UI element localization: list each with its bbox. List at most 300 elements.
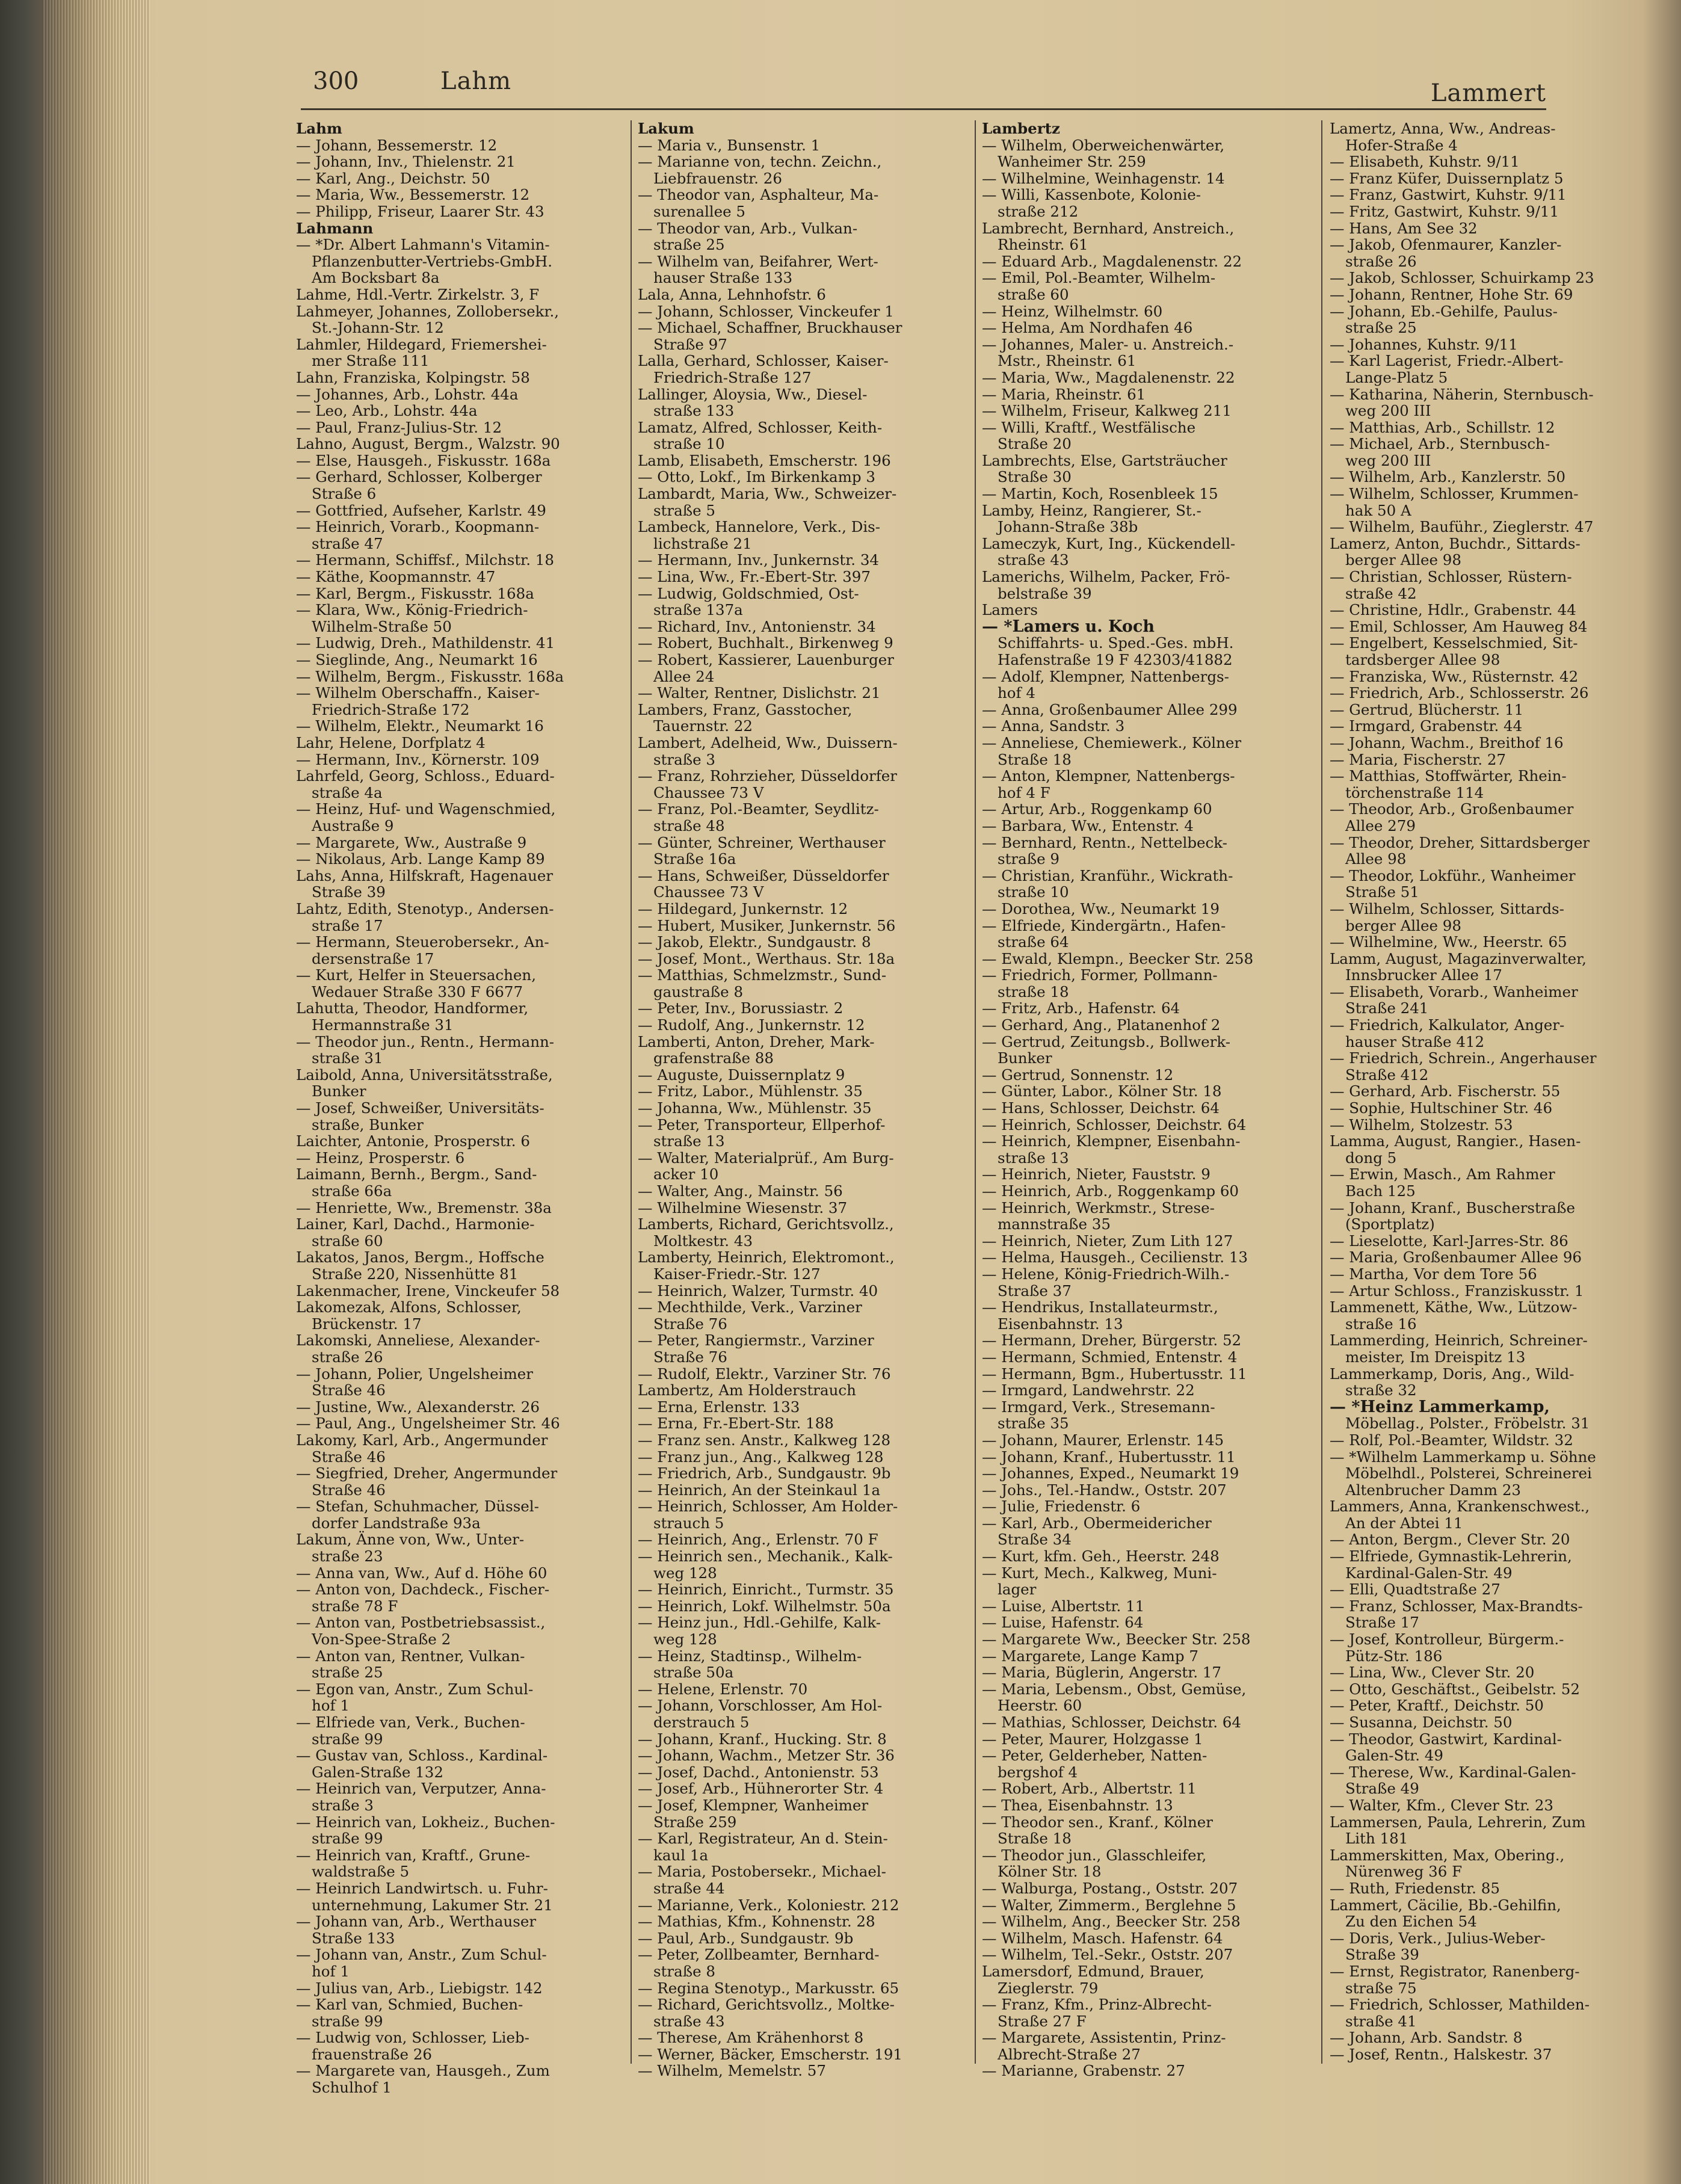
directory-entry: — Ruth, Friedenstr. 85 xyxy=(1330,1879,1500,1897)
directory-entry: — Anton, Bergm., Clever Str. 20 xyxy=(1330,1531,1570,1549)
directory-entry: (Sportplatz) xyxy=(1345,1215,1435,1233)
directory-entry: — Franz Küfer, Duissernplatz 5 xyxy=(1330,169,1564,187)
directory-entry: straße 64 xyxy=(998,933,1069,951)
directory-entry: — Johann, Maurer, Erlenstr. 145 xyxy=(982,1431,1224,1449)
directory-entry: Wanheimer Str. 259 xyxy=(998,153,1146,171)
directory-entry: — Maria, Fischerstr. 27 xyxy=(1330,750,1507,768)
directory-entry: — Walter, Rentner, Dislichstr. 21 xyxy=(638,684,881,702)
directory-entry: — Martin, Koch, Rosenbleek 15 xyxy=(982,485,1218,503)
directory-entry: Laibold, Anna, Universitätsstraße, xyxy=(296,1066,553,1084)
directory-entry: — Franz, Kfm., Prinz-Albrecht- xyxy=(982,1996,1212,2014)
directory-entry: — Johann, Wachm., Breithof 16 xyxy=(1330,733,1564,751)
directory-entry: straße 25 xyxy=(653,236,725,254)
directory-entry: — Gertrud, Sonnenstr. 12 xyxy=(982,1066,1174,1084)
directory-entry: straße 78 F xyxy=(312,1597,398,1615)
directory-entry: Straße 17 xyxy=(1345,1614,1419,1632)
directory-entry: — Barbara, Ww., Entenstr. 4 xyxy=(982,816,1194,834)
directory-entry: gaustraße 8 xyxy=(653,982,744,1001)
directory-entry: Straße 39 xyxy=(1345,1946,1419,1964)
directory-entry: — Christian, Kranführ., Wickrath- xyxy=(982,866,1233,884)
directory-entry: — Heinrich, Walzer, Turmstr. 40 xyxy=(638,1282,878,1300)
directory-entry: — Gerhard, Arb. Fischerstr. 55 xyxy=(1330,1082,1561,1100)
directory-entry: Lakomski, Anneliese, Alexander- xyxy=(296,1331,540,1350)
directory-entry: — Johann van, Anstr., Zum Schul- xyxy=(296,1946,547,1964)
directory-entry: Austraße 9 xyxy=(312,816,394,834)
directory-entry: Albrecht-Straße 27 xyxy=(998,2045,1141,2063)
directory-entry: — Franz, Rohrzieher, Düsseldorfer xyxy=(638,767,897,785)
directory-entry: straße 13 xyxy=(653,1132,725,1150)
directory-entry: — Hermann, Schiffsf., Milchstr. 18 xyxy=(296,551,554,569)
directory-entry: — Elfriede, Gymnastik-Lehrerin, xyxy=(1330,1547,1572,1566)
directory-entry: Straße 412 xyxy=(1345,1066,1429,1084)
directory-entry: Lahtz, Edith, Stenotyp., Andersen- xyxy=(296,899,554,918)
directory-entry: surenallee 5 xyxy=(653,202,745,220)
header-first-entry: Lahm xyxy=(440,67,512,95)
directory-entry: — Maria, Ww., Bessemerstr. 12 xyxy=(296,186,530,204)
directory-entry: derstrauch 5 xyxy=(653,1714,750,1731)
directory-entry: — Egon van, Anstr., Zum Schul- xyxy=(296,1680,534,1698)
directory-entry: — Heinrich, Nieter, Zum Lith 127 xyxy=(982,1232,1233,1250)
directory-entry: — Margarete, Lange Kamp 7 xyxy=(982,1647,1198,1665)
directory-entry: straße 25 xyxy=(1345,319,1417,337)
directory-entry: waldstraße 5 xyxy=(312,1863,410,1881)
directory-entry: — Theodor jun., Rentn., Hermann- xyxy=(296,1032,555,1050)
entry-heading: Lakum xyxy=(638,120,694,137)
directory-entry: — Friedrich, Schrein., Angerhauser xyxy=(1330,1049,1597,1067)
directory-entry: — Johann, Schlosser, Vinckeufer 1 xyxy=(638,302,894,320)
directory-entry: Wedauer Straße 330 F 6677 xyxy=(312,982,523,1001)
directory-entry: — Martha, Vor dem Tore 56 xyxy=(1330,1265,1537,1283)
directory-entry: straße 212 xyxy=(998,202,1079,220)
entry-heading: — *Lamers u. Koch xyxy=(982,617,1155,636)
column-separator xyxy=(975,120,976,2064)
directory-entry: — Margarete van, Hausgeh., Zum xyxy=(296,2062,550,2080)
directory-entry: — Heinrich sen., Mechanik., Kalk- xyxy=(638,1547,893,1566)
directory-entry: — Susanna, Deichstr. 50 xyxy=(1330,1714,1513,1731)
directory-entry: — Fritz, Arb., Hafenstr. 64 xyxy=(982,999,1180,1017)
directory-entry: straße 99 xyxy=(312,1830,383,1848)
directory-entry: — Maria, Ww., Magdalenenstr. 22 xyxy=(982,368,1235,386)
directory-entry: straße 25 xyxy=(312,1664,383,1682)
directory-entry: — Theodor, Arb., Großenbaumer xyxy=(1330,800,1574,818)
directory-entry: — Maria, Rheinstr. 61 xyxy=(982,385,1146,403)
directory-entry: — Elfriede, Kindergärtn., Hafen- xyxy=(982,916,1226,934)
directory-entry: — Hermann, Dreher, Bürgerstr. 52 xyxy=(982,1331,1242,1350)
directory-entry: hof 1 xyxy=(312,1962,350,1980)
directory-entry: — Wilhelm, Stolzestr. 53 xyxy=(1330,1115,1513,1134)
directory-entry: — Gerhard, Schlosser, Kolberger xyxy=(296,468,542,486)
entry-heading: Lahmann xyxy=(296,219,374,237)
directory-entry: grafenstraße 88 xyxy=(653,1049,774,1067)
directory-entry: — Elisabeth, Kuhstr. 9/11 xyxy=(1330,153,1520,171)
directory-entry: — Matthias, Arb., Schillstr. 12 xyxy=(1330,418,1555,436)
header-last-entry: Lammert xyxy=(1430,79,1546,107)
directory-entry: — Gertrud, Zeitungsb., Bollwerk- xyxy=(982,1032,1231,1050)
directory-entry: — Eduard Arb., Magdalenenstr. 22 xyxy=(982,252,1242,270)
directory-entry: — Irmgard, Grabenstr. 44 xyxy=(1330,717,1523,735)
directory-entry: Laimann, Bernh., Bergm., Sand- xyxy=(296,1165,537,1183)
directory-entry: — Jakob, Elektr., Sundgaustr. 8 xyxy=(638,933,871,951)
directory-entry: — Henriette, Ww., Bremenstr. 38a xyxy=(296,1198,552,1217)
directory-entry: — Johann, Wachm., Metzer Str. 36 xyxy=(638,1747,895,1765)
directory-entry: — Regina Stenotyp., Markusstr. 65 xyxy=(638,1979,899,1997)
directory-entry: — Matthias, Stoffwärter, Rhein- xyxy=(1330,767,1567,785)
directory-entry: — Peter, Kraftf., Deichstr. 50 xyxy=(1330,1697,1544,1715)
directory-entry: — Ludwig von, Schlosser, Lieb- xyxy=(296,2029,529,2047)
directory-entry: Straße 37 xyxy=(998,1282,1072,1300)
directory-entry: straße 16 xyxy=(1345,1315,1417,1333)
directory-entry: Am Bocksbart 8a xyxy=(312,269,440,287)
directory-entry: Brückenstr. 17 xyxy=(312,1315,422,1333)
directory-entry: Lala, Anna, Lehnhofstr. 6 xyxy=(638,285,826,303)
directory-entry: Lammert, Cäcilie, Bb.-Gehilfin, xyxy=(1330,1896,1561,1914)
directory-entry: Straße 46 xyxy=(312,1381,386,1399)
directory-entry: — Franziska, Ww., Rüsternstr. 42 xyxy=(1330,667,1579,685)
directory-entry: Straße 39 xyxy=(312,883,386,901)
directory-entry: — Erna, Erlenstr. 133 xyxy=(638,1398,800,1416)
directory-entry: straße 137a xyxy=(653,601,743,619)
directory-entry: dersenstraße 17 xyxy=(312,949,434,967)
directory-entry: — Paul, Arb., Sundgaustr. 9b xyxy=(638,1929,854,1947)
directory-entry: — Heinrich, Schlosser, Deichstr. 64 xyxy=(982,1115,1247,1134)
directory-entry: — Käthe, Koopmannstr. 47 xyxy=(296,568,496,586)
directory-entry: — Michael, Schaffner, Bruckhauser xyxy=(638,319,902,337)
directory-entry: — Josef, Rentn., Halskestr. 37 xyxy=(1330,2045,1552,2063)
header-rule xyxy=(301,108,1546,110)
directory-entry: — Johann, Bessemerstr. 12 xyxy=(296,136,498,154)
entry-heading: — *Heinz Lammerkamp, xyxy=(1330,1397,1550,1416)
directory-entry: — Heinrich van, Lokheiz., Buchen- xyxy=(296,1813,555,1831)
directory-entry: — Marianne, Verk., Koloniestr. 212 xyxy=(638,1896,899,1914)
directory-entry: — Heinrich, Klempner, Eisenbahn- xyxy=(982,1132,1241,1150)
directory-entry: — Anton van, Rentner, Vulkan- xyxy=(296,1647,525,1665)
directory-entry: straße 18 xyxy=(998,982,1069,1001)
directory-entry: frauenstraße 26 xyxy=(312,2045,433,2063)
directory-entry: — Maria v., Bunsenstr. 1 xyxy=(638,136,821,154)
directory-entry: — Heinrich, Ang., Erlenstr. 70 F xyxy=(638,1531,878,1549)
directory-entry: — Erna, Fr.-Ebert-Str. 188 xyxy=(638,1414,834,1433)
directory-entry: Pütz-Str. 186 xyxy=(1345,1647,1443,1665)
directory-entry: — Hermann, Schmied, Entenstr. 4 xyxy=(982,1348,1238,1366)
directory-entry: — Johann, Rentner, Hohe Str. 69 xyxy=(1330,285,1573,303)
directory-entry: — Erwin, Masch., Am Rahmer xyxy=(1330,1165,1555,1183)
directory-entry: — Irmgard, Verk., Stresemann- xyxy=(982,1398,1215,1416)
directory-entry: Straße 97 xyxy=(653,335,727,353)
directory-entry: Straße 18 xyxy=(998,1830,1072,1848)
page-number: 300 xyxy=(313,67,359,95)
directory-entry: — Wilhelm, Schlosser, Krummen- xyxy=(1330,485,1579,503)
directory-entry: Lahno, August, Bergm., Walzstr. 90 xyxy=(296,435,560,453)
directory-entry: — Leo, Arb., Lohstr. 44a xyxy=(296,402,478,420)
directory-entry: Lammers, Anna, Krankenschwest., xyxy=(1330,1498,1590,1516)
directory-entry: — Luise, Hafenstr. 64 xyxy=(982,1614,1144,1632)
directory-entry: Lakum, Änne von, Ww., Unter- xyxy=(296,1531,525,1549)
directory-entry: — Marianne von, techn. Zeichn., xyxy=(638,153,882,171)
directory-entry: Bunker xyxy=(312,1082,366,1100)
directory-entry: — Walter, Zimmerm., Berglehne 5 xyxy=(982,1896,1236,1914)
directory-entry: Lahmeyer, Johannes, Zollobersekr., xyxy=(296,302,560,320)
directory-entry: straße 32 xyxy=(1345,1381,1417,1399)
directory-entry: — Johannes, Arb., Lohstr. 44a xyxy=(296,385,519,403)
directory-entry: Straße 49 xyxy=(1345,1780,1419,1798)
directory-entry: — Peter, Inv., Borussiastr. 2 xyxy=(638,999,844,1017)
directory-entry: Lambardt, Maria, Ww., Schweizer- xyxy=(638,485,897,503)
directory-entry: — Johann, Arb. Sandstr. 8 xyxy=(1330,2029,1523,2047)
directory-entry: straße 26 xyxy=(1345,252,1417,270)
directory-entry: — Johann, Kranf., Buscherstraße xyxy=(1330,1198,1576,1217)
directory-entry: — Marianne, Grabenstr. 27 xyxy=(982,2062,1185,2080)
directory-entry: — Theodor van, Asphalteur, Ma- xyxy=(638,186,879,204)
directory-entry: straße 13 xyxy=(998,1149,1069,1167)
directory-entry: acker 10 xyxy=(653,1165,719,1183)
directory-entry: Moltkestr. 43 xyxy=(653,1232,753,1250)
directory-entry: hauser Straße 412 xyxy=(1345,1032,1485,1050)
directory-entry: hof 4 xyxy=(998,684,1035,702)
directory-entry: belstraße 39 xyxy=(998,584,1092,602)
directory-entry: — Kurt, Helfer in Steuersachen, xyxy=(296,966,536,984)
directory-entry: — Kurt, Mech., Kalkweg, Muni- xyxy=(982,1564,1217,1582)
directory-entry: — Peter, Gelderheber, Natten- xyxy=(982,1747,1208,1765)
directory-entry: — Fritz, Gastwirt, Kuhstr. 9/11 xyxy=(1330,202,1559,220)
page-edge-stack xyxy=(42,0,150,2184)
directory-entry: Lammersen, Paula, Lehrerin, Zum xyxy=(1330,1813,1586,1831)
directory-entry: — Hendrikus, Installateurmstr., xyxy=(982,1298,1218,1316)
directory-entry: — Mechthilde, Verk., Varziner xyxy=(638,1298,862,1316)
directory-entry: — Rolf, Pol.-Beamter, Wildstr. 32 xyxy=(1330,1431,1573,1449)
directory-entry: Innsbrucker Allee 17 xyxy=(1345,966,1502,984)
directory-entry: Lambertz, Am Holderstrauch xyxy=(638,1381,856,1399)
directory-entry: straße 5 xyxy=(653,501,715,519)
directory-entry: — Hermann, Inv., Körnerstr. 109 xyxy=(296,750,540,768)
directory-entry: — Franz sen. Anstr., Kalkweg 128 xyxy=(638,1431,891,1449)
directory-entry: Lamberti, Anton, Dreher, Mark- xyxy=(638,1032,875,1050)
directory-entry: — Anton van, Postbetriebsassist., xyxy=(296,1614,546,1632)
directory-entry: straße 31 xyxy=(312,1049,383,1067)
directory-entry: — Jakob, Schlosser, Schuirkamp 23 xyxy=(1330,269,1594,287)
directory-entry: Eisenbahnstr. 13 xyxy=(998,1315,1123,1333)
directory-entry: Lakomezak, Alfons, Schlosser, xyxy=(296,1298,522,1316)
directory-entry: — Emil, Pol.-Beamter, Wilhelm- xyxy=(982,269,1216,287)
directory-entry: — Justine, Ww., Alexanderstr. 26 xyxy=(296,1398,540,1416)
directory-entry: — Peter, Rangiermstr., Varziner xyxy=(638,1331,874,1350)
directory-entry: Lamers xyxy=(982,601,1038,619)
directory-entry: — Walburga, Postang., Oststr. 207 xyxy=(982,1879,1238,1897)
directory-entry: — Dorothea, Ww., Neumarkt 19 xyxy=(982,899,1220,918)
directory-entry: — Anna, Großenbaumer Allee 299 xyxy=(982,700,1238,718)
directory-entry: — Willi, Kassenbote, Kolonie- xyxy=(982,186,1201,204)
directory-entry: straße 4a xyxy=(312,783,383,801)
directory-entry: Hofer-Straße 4 xyxy=(1345,136,1458,154)
directory-entry: — Hans, Am See 32 xyxy=(1330,219,1478,237)
directory-entry: Allee 98 xyxy=(1345,850,1407,868)
directory-entry: — Johann, Eb.-Gehilfe, Paulus- xyxy=(1330,302,1558,320)
directory-entry: — Franz, Gastwirt, Kuhstr. 9/11 xyxy=(1330,186,1567,204)
directory-entry: — Emil, Schlosser, Am Hauweg 84 xyxy=(1330,617,1588,635)
directory-entry: — Julius van, Arb., Liebigstr. 142 xyxy=(296,1979,543,1997)
directory-entry: — Walter, Ang., Mainstr. 56 xyxy=(638,1182,843,1200)
directory-entry: — Johs., Tel.-Handw., Oststr. 207 xyxy=(982,1481,1227,1499)
directory-entry: — Therese, Ww., Kardinal-Galen- xyxy=(1330,1763,1576,1781)
directory-entry: — Paul, Ang., Ungelsheimer Str. 46 xyxy=(296,1414,560,1433)
directory-entry: Lamberts, Richard, Gerichtsvollz., xyxy=(638,1215,894,1233)
directory-entry: Allee 279 xyxy=(1345,816,1416,834)
directory-entry: — Hubert, Musiker, Junkernstr. 56 xyxy=(638,916,896,934)
directory-entry: — Johann, Kranf., Hubertusstr. 11 xyxy=(982,1448,1236,1466)
directory-entry: straße 35 xyxy=(998,1414,1069,1433)
page-header xyxy=(301,65,1546,113)
directory-entry: straße 9 xyxy=(998,850,1059,868)
directory-entry: — Elfriede van, Verk., Buchen- xyxy=(296,1714,525,1731)
directory-entry: straße 50a xyxy=(653,1664,734,1682)
directory-entry: Straße 6 xyxy=(312,485,377,503)
directory-entry: — Lina, Ww., Clever Str. 20 xyxy=(1330,1664,1535,1682)
directory-entry: — Hermann, Inv., Junkernstr. 34 xyxy=(638,551,879,569)
directory-entry: — Heinz, Huf- und Wagenschmied, xyxy=(296,800,556,818)
directory-entry: lichstraße 21 xyxy=(653,534,752,552)
directory-entry: straße 10 xyxy=(653,435,725,453)
directory-entry: — Werner, Bäcker, Emscherstr. 191 xyxy=(638,2045,903,2063)
directory-entry: Straße 133 xyxy=(312,1929,395,1947)
directory-entry: Straße 16a xyxy=(653,850,736,868)
directory-entry: — Helma, Hausgeh., Cecilienstr. 13 xyxy=(982,1248,1248,1266)
directory-entry: — Rudolf, Elektr., Varziner Str. 76 xyxy=(638,1365,891,1383)
directory-entry: Lamerichs, Wilhelm, Packer, Frö- xyxy=(982,568,1230,586)
directory-entry: Straße 27 F xyxy=(998,2012,1087,2030)
directory-entry: — Friedrich, Schlosser, Mathilden- xyxy=(1330,1996,1590,2014)
directory-entry: — Margarete Ww., Beecker Str. 258 xyxy=(982,1630,1251,1649)
directory-entry: — Heinrich Landwirtsch. u. Fuhr- xyxy=(296,1879,548,1897)
directory-entry: — Ewald, Klempn., Beecker Str. 258 xyxy=(982,949,1254,967)
directory-entry: — Johann, Kranf., Hucking. Str. 8 xyxy=(638,1730,887,1748)
directory-entry: — Johann van, Arb., Werthauser xyxy=(296,1913,537,1931)
directory-entry: — Karl, Registrateur, An d. Stein- xyxy=(638,1830,888,1848)
directory-entry: — Else, Hausgeh., Fiskusstr. 168a xyxy=(296,451,551,469)
directory-entry: straße 43 xyxy=(653,2012,725,2030)
directory-entry: — Hermann, Bgm., Hubertusstr. 11 xyxy=(982,1365,1247,1383)
directory-entry: Liebfrauenstr. 26 xyxy=(653,169,782,187)
directory-entry: — Wilhelm, Oberweichenwärter, xyxy=(982,136,1225,154)
directory-entry: Straße 20 xyxy=(998,435,1072,453)
directory-entry: weg 200 III xyxy=(1345,451,1431,469)
directory-entry: — Anton von, Dachdeck., Fischer- xyxy=(296,1581,550,1599)
directory-entry: — Gottfried, Aufseher, Karlstr. 49 xyxy=(296,501,546,519)
directory-entry: — Heinrich, Werkmstr., Strese- xyxy=(982,1198,1215,1217)
directory-entry: — Artur, Arb., Roggenkamp 60 xyxy=(982,800,1212,818)
directory-entry: — Wilhelm Oberschaffn., Kaiser- xyxy=(296,684,540,702)
directory-entry: — Auguste, Duissernplatz 9 xyxy=(638,1066,845,1084)
directory-column-4 xyxy=(1330,120,1667,2160)
directory-entry: tardsberger Allee 98 xyxy=(1345,651,1501,668)
directory-entry: Zieglerstr. 79 xyxy=(998,1979,1099,1997)
directory-entry: — Josef, Mont., Werthaus. Str. 18a xyxy=(638,949,895,967)
directory-entry: Lith 181 xyxy=(1345,1830,1408,1848)
directory-entry: — Anneliese, Chemiewerk., Kölner xyxy=(982,733,1242,751)
directory-entry: — Robert, Arb., Albertstr. 11 xyxy=(982,1780,1197,1798)
directory-entry: Schiffahrts- u. Sped.-Ges. mbH. xyxy=(998,634,1234,652)
directory-entry: straße 26 xyxy=(312,1348,383,1366)
directory-entry: — Walter, Materialprüf., Am Burg- xyxy=(638,1149,894,1167)
directory-entry: törchenstraße 114 xyxy=(1345,783,1484,801)
directory-entry: straße 60 xyxy=(312,1232,383,1250)
directory-entry: — Elli, Quadtstraße 27 xyxy=(1330,1581,1501,1599)
directory-entry: Allee 24 xyxy=(653,667,715,685)
directory-entry: Lahr, Helene, Dorfplatz 4 xyxy=(296,733,486,751)
directory-entry: — Heinrich, Arb., Roggenkamp 60 xyxy=(982,1182,1239,1200)
directory-entry: straße 44 xyxy=(653,1879,725,1897)
directory-entry: — Helma, Am Nordhafen 46 xyxy=(982,319,1193,337)
directory-entry: — Karl, Ang., Deichstr. 50 xyxy=(296,169,490,187)
directory-entry: — Lieselotte, Karl-Jarres-Str. 86 xyxy=(1330,1232,1568,1250)
directory-entry: — Katharina, Näherin, Sternbusch- xyxy=(1330,385,1594,403)
directory-entry: Lammerskitten, Max, Obering., xyxy=(1330,1846,1565,1864)
directory-entry: Lahme, Hdl.-Vertr. Zirkelstr. 3, F xyxy=(296,285,540,303)
directory-entry: straße 23 xyxy=(312,1547,383,1566)
directory-entry: — Wilhelm, Friseur, Kalkweg 211 xyxy=(982,402,1232,420)
directory-entry: Lahrfeld, Georg, Schloss., Eduard- xyxy=(296,767,555,785)
directory-entry: Galen-Straße 132 xyxy=(312,1763,443,1781)
directory-entry: — Josef, Arb., Hühnerorter Str. 4 xyxy=(638,1780,884,1798)
directory-entry: Lalla, Gerhard, Schlosser, Kaiser- xyxy=(638,352,889,370)
directory-entry: Lamersdorf, Edmund, Brauer, xyxy=(982,1962,1204,1980)
directory-entry: hauser Straße 133 xyxy=(653,269,793,287)
directory-entry: — Thea, Eisenbahnstr. 13 xyxy=(982,1796,1173,1814)
directory-entry: — Hildegard, Junkernstr. 12 xyxy=(638,899,848,918)
directory-entry: Lamma, August, Rangier., Hasen- xyxy=(1330,1132,1581,1150)
directory-entry: — Peter, Maurer, Holzgasse 1 xyxy=(982,1730,1203,1748)
directory-entry: Pflanzenbutter-Vertriebs-GmbH. xyxy=(312,252,552,270)
directory-entry: — Siegfried, Dreher, Angermunder xyxy=(296,1464,558,1482)
directory-entry: Lameczyk, Kurt, Ing., Kückendell- xyxy=(982,534,1236,552)
directory-entry: — Heinz jun., Hdl.-Gehilfe, Kalk- xyxy=(638,1614,881,1632)
directory-entry: Tauernstr. 22 xyxy=(653,717,753,735)
directory-entry: Lambrechts, Else, Gartsträucher xyxy=(982,451,1227,469)
directory-entry: straße 133 xyxy=(653,402,735,420)
directory-entry: — Josef, Kontrolleur, Bürgerm.- xyxy=(1330,1630,1564,1649)
directory-entry: Straße 46 xyxy=(312,1448,386,1466)
entry-heading: Lahm xyxy=(296,120,342,137)
directory-entry: — Doris, Verk., Julius-Weber- xyxy=(1330,1929,1546,1947)
directory-entry: — Margarete, Ww., Austraße 9 xyxy=(296,833,527,851)
directory-entry: Altenbrucher Damm 23 xyxy=(1345,1481,1522,1499)
directory-entry: Lamertz, Anna, Ww., Andreas- xyxy=(1330,120,1556,137)
entry-heading: Lambertz xyxy=(982,120,1060,137)
directory-entry: — Peter, Transporteur, Ellperhof- xyxy=(638,1115,886,1134)
directory-entry: Straße 220, Nissenhütte 81 xyxy=(312,1265,519,1283)
directory-entry: Kölner Str. 18 xyxy=(998,1863,1102,1881)
directory-entry: An der Abtei 11 xyxy=(1345,1514,1463,1532)
directory-entry: strauch 5 xyxy=(653,1514,724,1532)
directory-entry: — Anna van, Ww., Auf d. Höhe 60 xyxy=(296,1564,547,1582)
directory-entry: Zu den Eichen 54 xyxy=(1345,1913,1477,1931)
directory-entry: — Johannes, Kuhstr. 9/11 xyxy=(1330,335,1518,353)
directory-entry: — Anna, Sandstr. 3 xyxy=(982,717,1125,735)
directory-entry: — Heinrich, Schlosser, Am Holder- xyxy=(638,1498,898,1516)
directory-entry: — Robert, Buchhalt., Birkenweg 9 xyxy=(638,634,893,652)
directory-entry: — Heinrich, An der Steinkaul 1a xyxy=(638,1481,881,1499)
directory-entry: — Heinrich, Lokf. Wilhelmstr. 50a xyxy=(638,1597,891,1615)
directory-entry: Lammerding, Heinrich, Schreiner- xyxy=(1330,1331,1588,1350)
directory-entry: — Philipp, Friseur, Laarer Str. 43 xyxy=(296,202,544,220)
directory-entry: Lamatz, Alfred, Schlosser, Keith- xyxy=(638,418,883,436)
directory-entry: Schulhof 1 xyxy=(312,2079,392,2097)
directory-entry: — Friedrich, Arb., Schlosserstr. 26 xyxy=(1330,684,1589,702)
directory-entry: — Helene, König-Friedrich-Wilh.- xyxy=(982,1265,1230,1283)
directory-entry: — Josef, Schweißer, Universitäts- xyxy=(296,1099,544,1117)
directory-entry: Johann-Straße 38b xyxy=(998,518,1138,536)
directory-entry: — Christine, Hdlr., Grabenstr. 44 xyxy=(1330,601,1576,619)
directory-entry: — Wilhelmine Wiesenstr. 37 xyxy=(638,1198,848,1217)
directory-entry: — Luise, Albertstr. 11 xyxy=(982,1597,1145,1615)
